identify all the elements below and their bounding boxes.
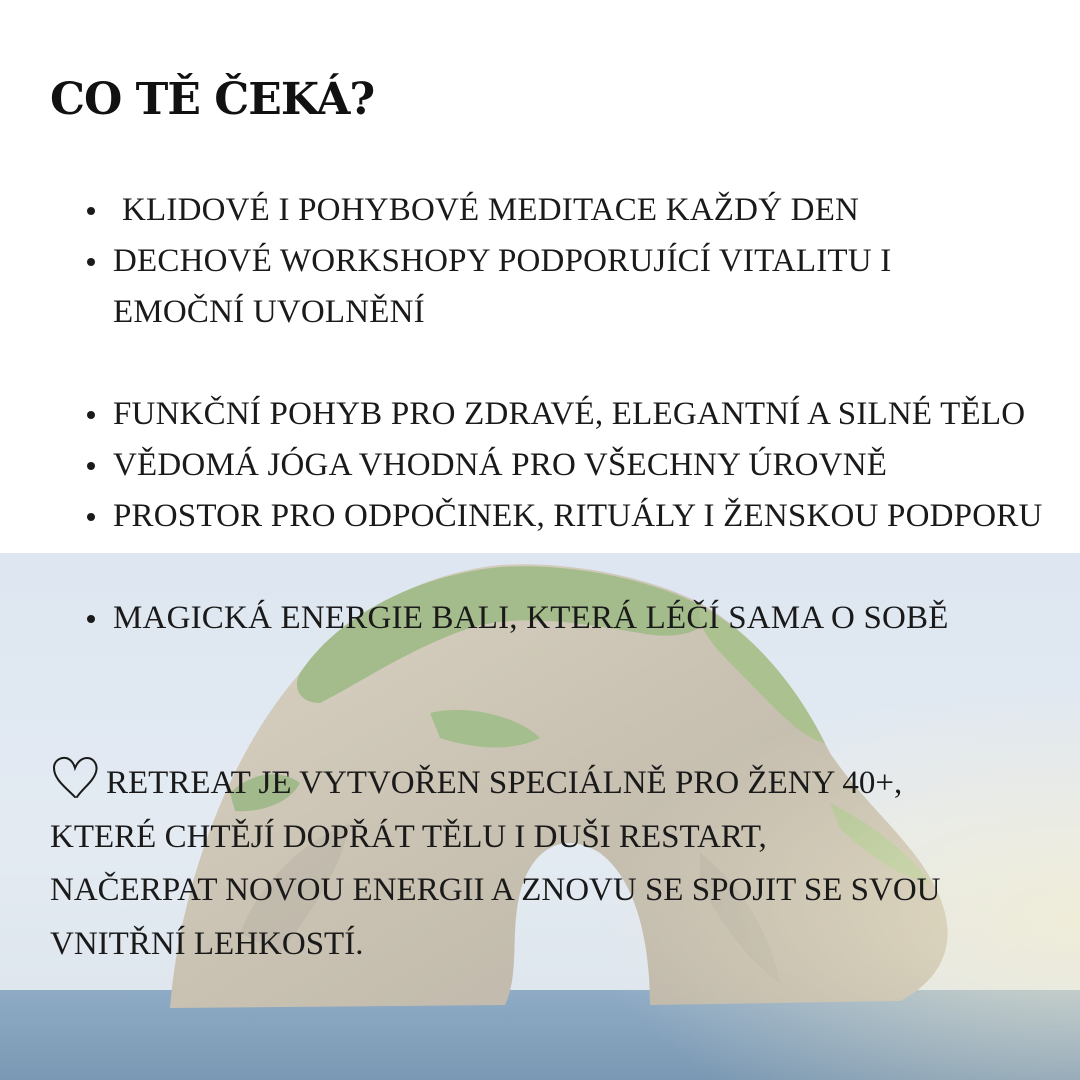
list-item: VĚDOMÁ JÓGA VHODNÁ PRO VŠECHNY ÚROVNĚ [82,440,1062,491]
feature-list-bottom [82,593,1062,644]
list-item-text: KLIDOVÉ I POHYBOVÉ MEDITACE KAŽDÝ DEN [122,192,860,228]
list-item: MAGICKÁ ENERGIE BALI, KTERÁ LÉČÍ SAMA O SOBĚ [82,593,1062,644]
list-item: PROSTOR PRO ODPOČINEK, RITUÁLY I ŽENSKOU PODPORU [82,491,1062,542]
feature-list-middle [82,389,1062,542]
feature-list-top [82,185,1062,338]
closing-line: VNITŘNÍ LEHKOSTÍ. [50,925,364,962]
closing-text: RETREAT JE VYTVOŘEN SPECIÁLNĚ PRO ŽENY 40+, [106,765,903,801]
heart-outline-icon [50,755,100,801]
closing-line [50,755,1010,811]
list-item [82,185,1062,236]
closing-line: KTERÉ CHTĚJÍ DOPŘÁT TĚLU I DUŠI RESTART, [50,818,767,855]
closing-line: NAČERPAT NOVOU ENERGII A ZNOVU SE SPOJIT SE SVOU [50,872,941,908]
list-item: DECHOVÉ WORKSHOPY PODPORUJÍCÍ VITALITU I EMOČNÍ UVOLNĚNÍ [82,236,1013,338]
list-item: FUNKČNÍ POHYB PRO ZDRAVÉ, ELEGANTNÍ A SILNÉ TĚLO [82,389,1062,440]
closing-statement [50,755,1010,971]
page-title: CO TĚ ČEKÁ? [50,74,375,125]
